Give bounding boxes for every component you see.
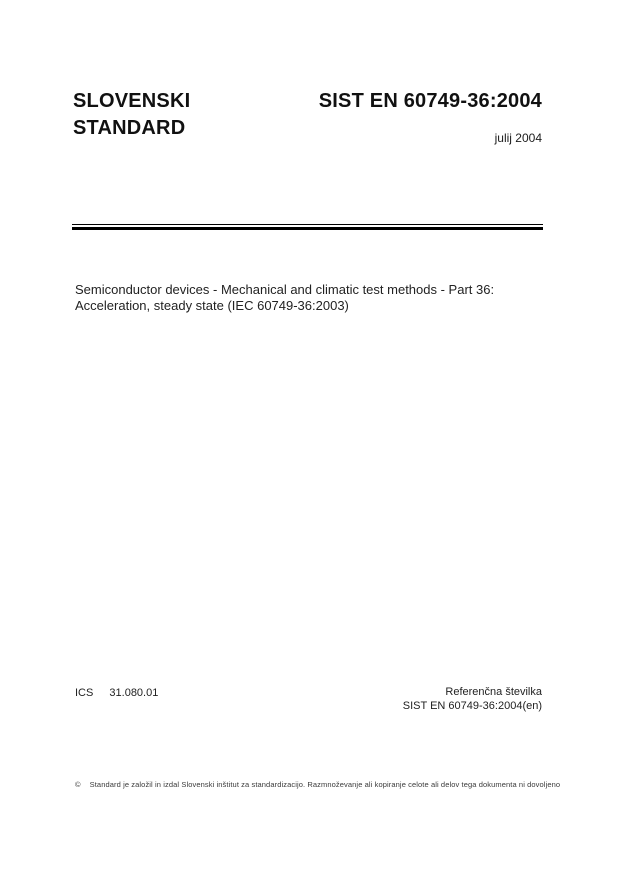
- document-title-line2: Acceleration, steady state (IEC 60749-36:2003): [75, 298, 349, 313]
- publication-date: julij 2004: [494, 131, 542, 145]
- publisher-title-line1: SLOVENSKI: [73, 90, 191, 112]
- document-title-line1: Semiconductor devices - Mechanical and climatic test methods - Part 36:: [75, 282, 495, 297]
- document-title: [75, 282, 494, 314]
- copyright-text: Standard je založil in izdal Slovenski inštitut za standardizacijo. Razmnoževanje ali kopiranje celote ali delov tega dokumenta ni dovoljeno: [89, 780, 561, 789]
- copyright-notice: [75, 780, 560, 789]
- copyright-symbol: ©: [75, 780, 81, 789]
- reference-label: Referenčna številka: [445, 686, 542, 698]
- publisher-title: [73, 88, 190, 142]
- reference-number: SIST EN 60749-36:2004(en): [402, 699, 542, 712]
- standard-reference: SIST EN 60749-36:2004: [318, 90, 542, 112]
- reference-block: [403, 686, 542, 713]
- double-rule-divider: [72, 224, 543, 230]
- ics-section: [75, 687, 158, 699]
- ics-label: ICS: [75, 687, 94, 699]
- publisher-title-line2: STANDARD: [73, 117, 186, 139]
- ics-code: 31.080.01: [109, 687, 159, 699]
